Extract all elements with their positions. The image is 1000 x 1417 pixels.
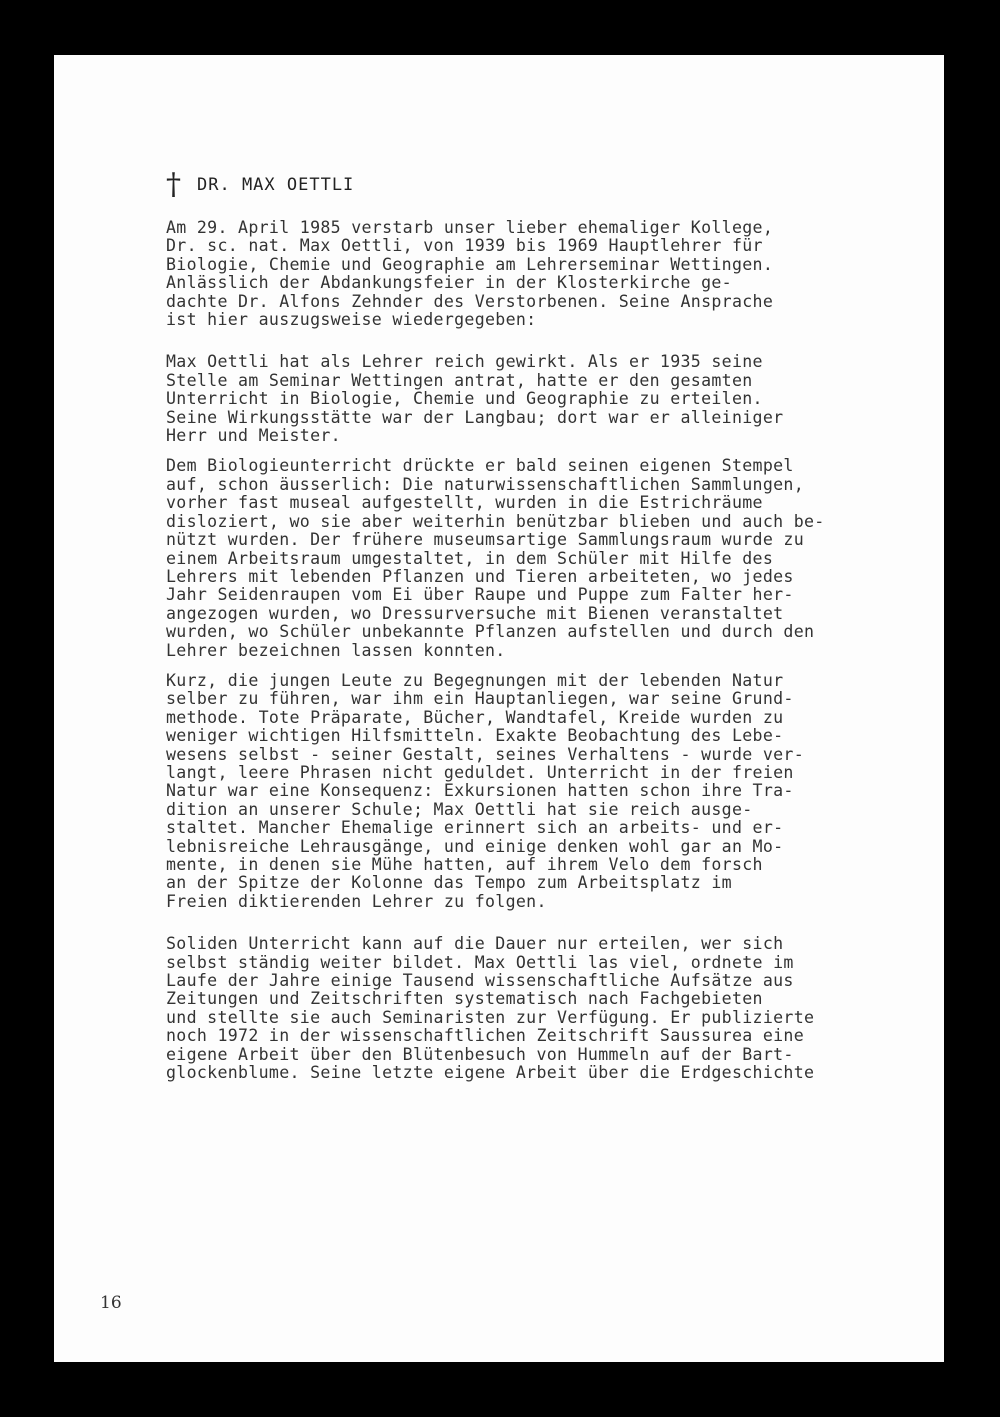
document-page <box>54 55 944 1362</box>
text-line: eigene Arbeit über den Blütenbesuch von Hummeln auf der Bart- <box>166 1044 794 1064</box>
text-line: Jahr Seidenraupen vom Ei über Raupe und Puppe zum Falter her- <box>166 585 794 605</box>
paragraph-biology <box>166 457 906 659</box>
text-line: angezogen wurden, wo Dressurversuche mit Bienen veranstaltet <box>166 603 784 623</box>
text-line: Kurz, die jungen Leute zu Begegnungen mit der lebenden Natur <box>166 670 784 690</box>
text-line: vorher fast museal aufgestellt, wurden in die Estrichräume <box>166 493 763 513</box>
text-line: langt, leere Phrasen nicht geduldet. Unterricht in der freien <box>166 762 794 782</box>
obituary-title: DR. MAX OETTLI <box>197 175 355 195</box>
text-line: mente, in denen sie Mühe hatten, auf ihrem Velo dem forsch <box>166 855 763 874</box>
obituary-heading <box>166 167 355 202</box>
text-line: auf, schon äusserlich: Die naturwissenschaftlichen Sammlungen, <box>166 474 804 494</box>
page-number: 16 <box>100 1293 122 1313</box>
text-line: Laufe der Jahre einige Tausend wissenschaftliche Aufsätze aus <box>166 971 794 991</box>
text-line: wurden, wo Schüler unbekannte Pflanzen aufstellen und durch den <box>166 622 815 642</box>
text-line: nützt wurden. Der frühere museumsartige Sammlungsraum wurde zu <box>166 530 804 550</box>
text-line: disloziert, wo sie aber weiterhin benützbar blieben und auch be- <box>166 511 825 531</box>
text-line: noch 1972 in der wissenschaftlichen Zeitschrift Saussurea eine <box>166 1026 804 1046</box>
text-line: Natur war eine Konsequenz: Exkursionen hatten schon ihre Tra- <box>166 781 794 801</box>
text-line: wesens selbst - seiner Gestalt, seines Verhaltens - wurde ver- <box>166 744 804 764</box>
text-line: lebnisreiche Lehrausgänge, und einige denken wohl gar an Mo- <box>166 836 784 856</box>
text-line: Soliden Unterricht kann auf die Dauer nur erteilen, wer sich <box>166 934 784 954</box>
text-line: ist hier auszugsweise wiedergegeben: <box>166 310 537 330</box>
paragraph-research <box>166 935 906 1082</box>
text-line: dition an unserer Schule; Max Oettli hat sie reich ausge- <box>166 799 753 819</box>
text-line: glockenblume. Seine letzte eigene Arbeit über die Erdgeschichte <box>166 1063 815 1083</box>
obituary-body <box>166 219 906 1094</box>
text-line: Dr. sc. nat. Max Oettli, von 1939 bis 1969 Hauptlehrer für <box>166 236 763 256</box>
text-line: selber zu führen, war ihm ein Hauptanliegen, war seine Grund- <box>166 689 794 709</box>
text-line: Am 29. April 1985 verstarb unser lieber ehemaliger Kollege, <box>166 218 774 237</box>
paragraph-teacher <box>166 353 906 445</box>
text-line: Anlässlich der Abdankungsfeier in der Klosterkirche ge- <box>166 273 732 293</box>
text-line: dachte Dr. Alfons Zehnder des Verstorbenen. Seine Ansprache <box>166 291 774 311</box>
paragraph-intro <box>166 219 906 329</box>
text-line: einem Arbeitsraum umgestaltet, in dem Schüler mit Hilfe des <box>166 548 774 568</box>
text-line: staltet. Mancher Ehemalige erinnert sich an arbeits- und er- <box>166 818 784 838</box>
cross-icon: † <box>166 167 181 202</box>
text-line: Stelle am Seminar Wettingen antrat, hatte er den gesamten <box>166 370 753 390</box>
text-line: selbst ständig weiter bildet. Max Oettli las viel, ordnete im <box>166 952 794 972</box>
text-line: und stellte sie auch Seminaristen zur Verfügung. Er publizierte <box>166 1007 815 1027</box>
text-line: Zeitungen und Zeitschriften systematisch nach Fachgebieten <box>166 989 763 1009</box>
text-line: Biologie, Chemie und Geographie am Lehrerseminar Wettingen. <box>166 254 774 274</box>
text-line: methode. Tote Präparate, Bücher, Wandtafel, Kreide wurden zu <box>166 707 784 727</box>
text-line: Seine Wirkungsstätte war der Langbau; dort war er alleiniger <box>166 407 784 427</box>
text-line: weniger wichtigen Hilfsmitteln. Exakte Beobachtung des Lebe- <box>166 726 784 746</box>
text-line: Herr und Meister. <box>166 426 341 446</box>
text-line: an der Spitze der Kolonne das Tempo zum Arbeitsplatz im <box>166 873 732 893</box>
text-line: Max Oettli hat als Lehrer reich gewirkt. Als er 1935 seine <box>166 352 763 372</box>
text-line: Dem Biologieunterricht drückte er bald seinen eigenen Stempel <box>166 456 794 476</box>
text-line: Unterricht in Biologie, Chemie und Geographie zu erteilen. <box>166 389 763 409</box>
text-line: Lehrer bezeichnen lassen konnten. <box>166 640 506 660</box>
paragraph-method <box>166 672 906 911</box>
text-line: Lehrers mit lebenden Pflanzen und Tieren arbeiteten, wo jedes <box>166 566 794 586</box>
text-line: Freien diktierenden Lehrer zu folgen. <box>166 891 547 911</box>
